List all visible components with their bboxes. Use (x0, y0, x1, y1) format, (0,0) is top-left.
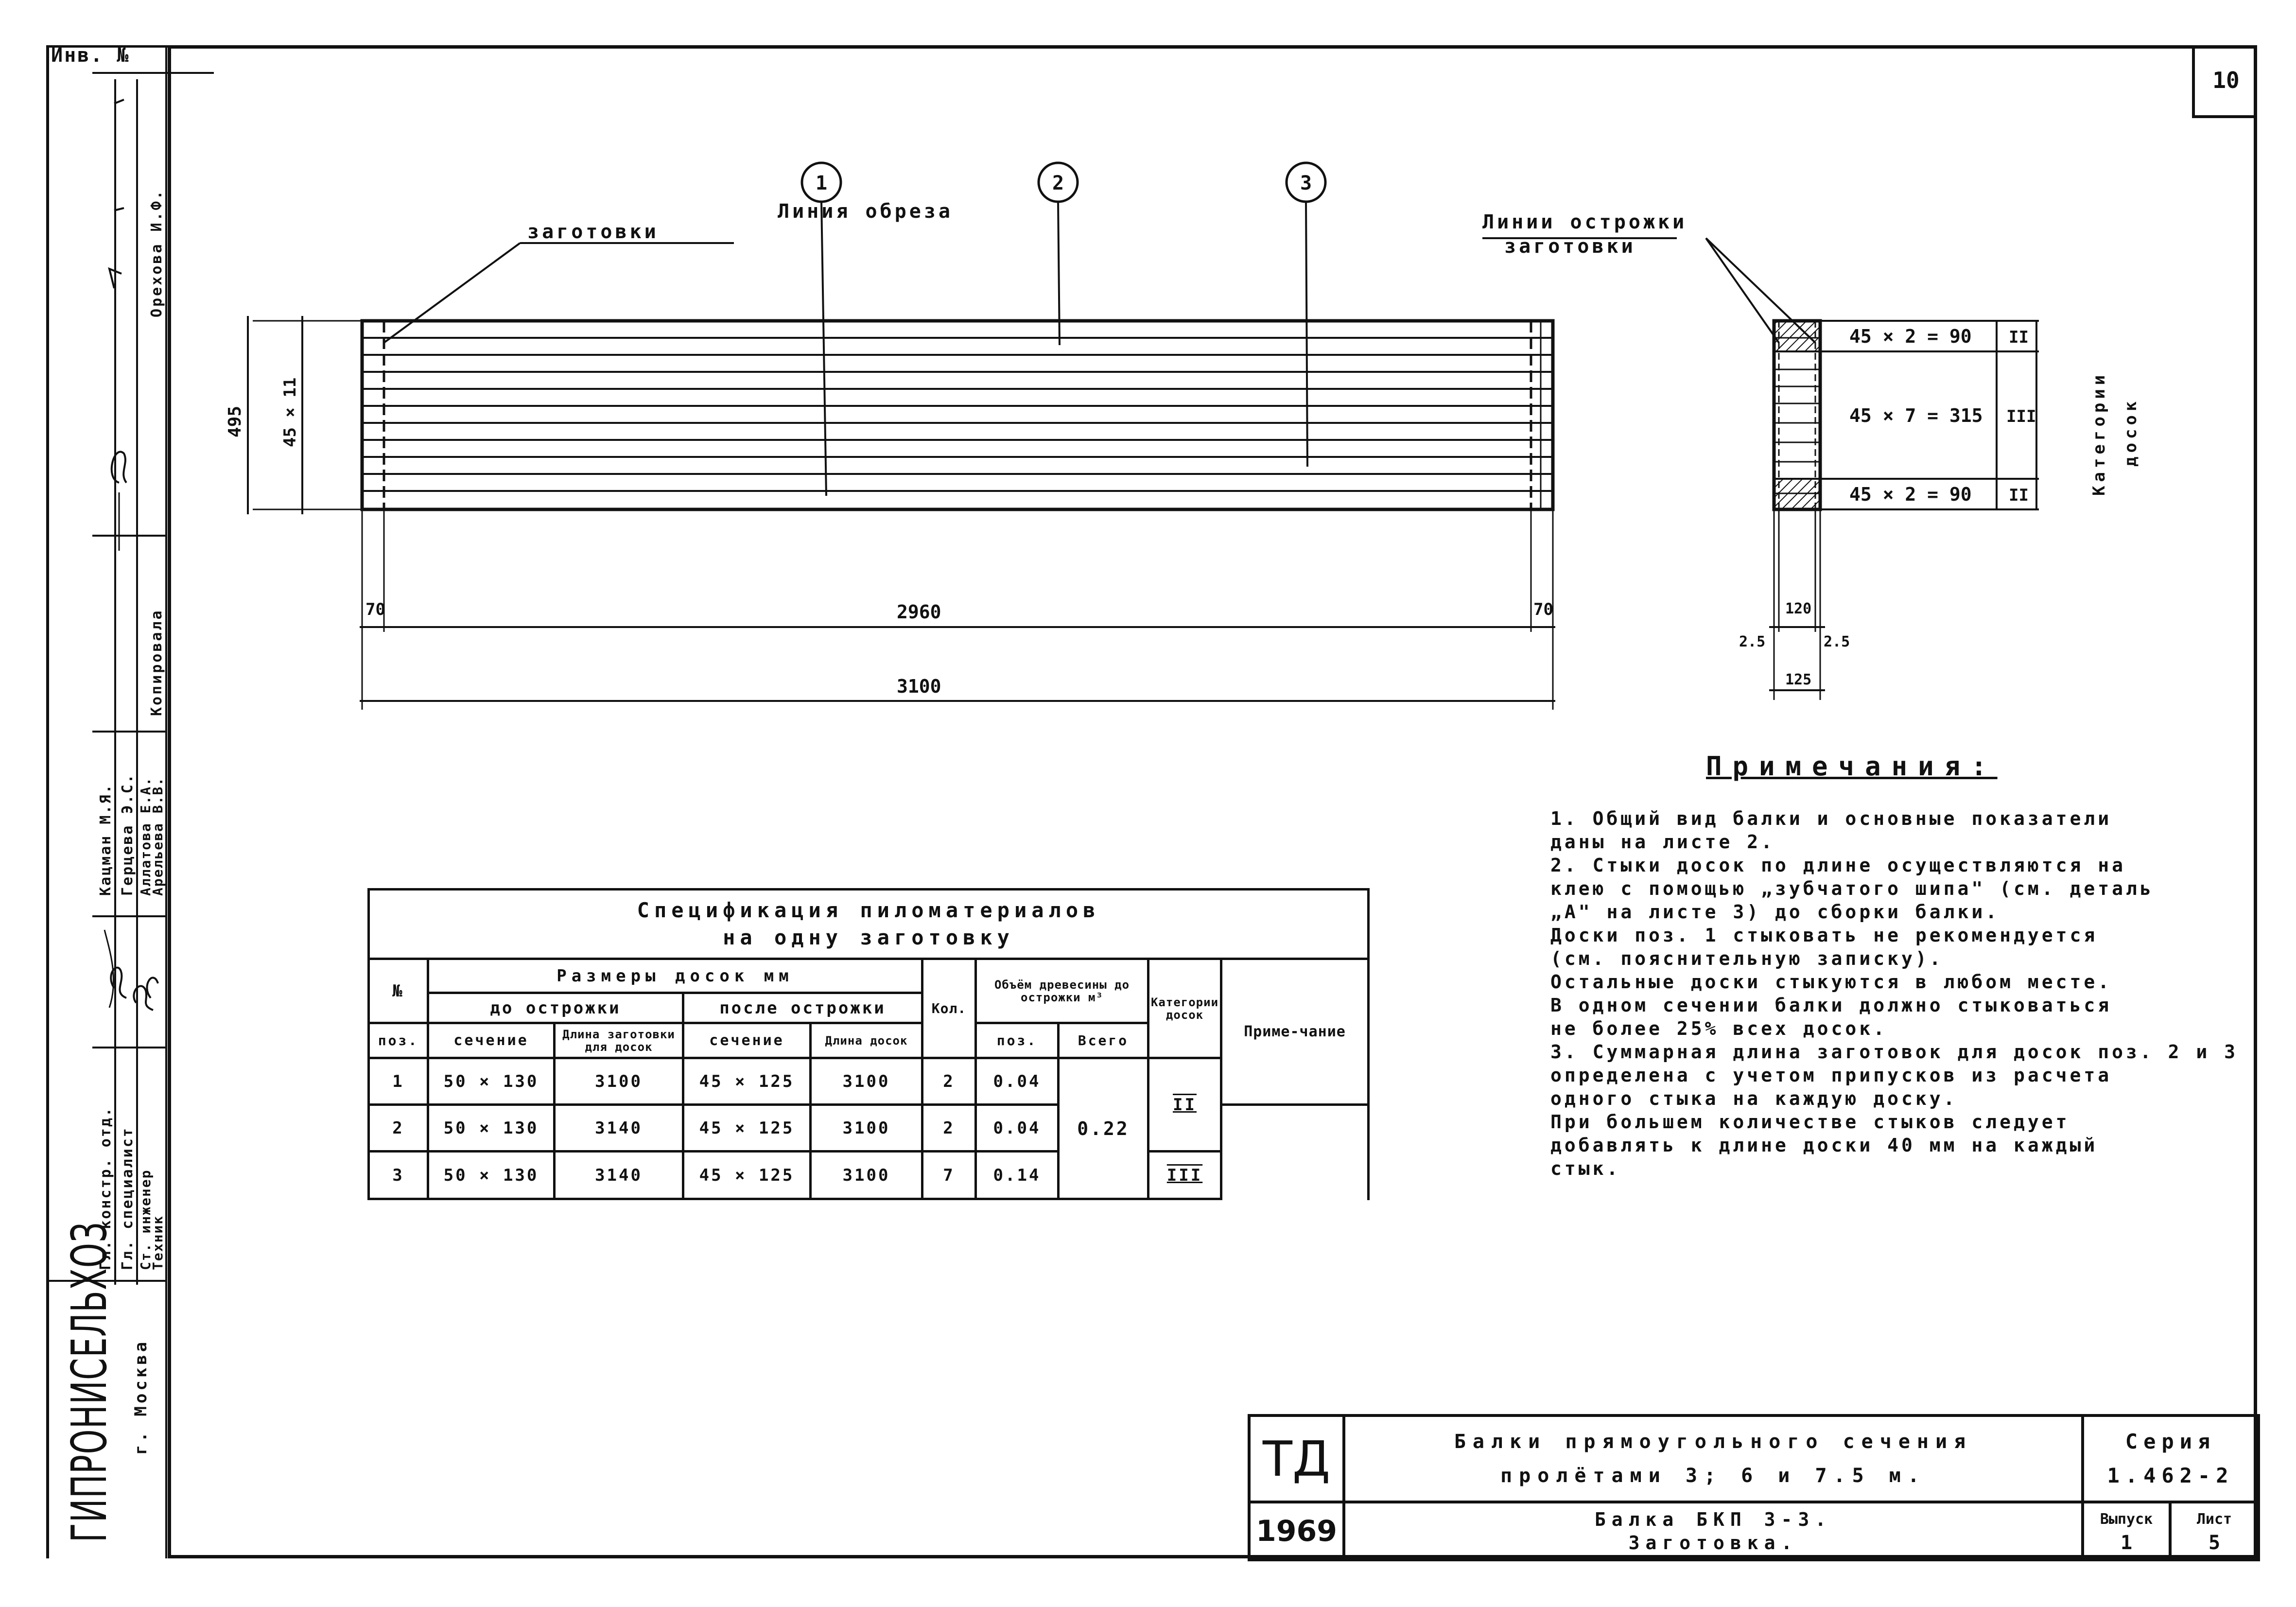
section-dim-2: 45 × 7 = 315 (1849, 405, 1983, 426)
section-dim-1: 45 × 2 = 90 (1849, 326, 1972, 347)
section-cat-1: II (2009, 328, 2029, 347)
cut-label-2: заготовки (527, 221, 659, 243)
tb-series-value: 1.462-2 (2107, 1464, 2234, 1487)
row3-len-board: 3100 (811, 1152, 922, 1199)
h-no2: поз. (369, 1023, 428, 1058)
cat-a: II (1148, 1058, 1221, 1152)
row2-len-blank: 3140 (555, 1105, 683, 1152)
title-block (1248, 1414, 2260, 1561)
note-line: определена с учетом припусков из расчета (1550, 1065, 2112, 1086)
section-w-left: 2.5 (1739, 633, 1766, 650)
h-len-blank: Длина заготовки для досок (555, 1023, 683, 1058)
dim-layers: 45 × 11 (280, 377, 300, 447)
tb-sheet-value: 5 (2208, 1531, 2221, 1554)
row1-no: 1 (369, 1058, 428, 1105)
tb-code: ТД (1249, 1415, 1344, 1502)
h-before: до острожки (428, 993, 683, 1023)
note-line: 1. Общий вид балки и основные показатели (1550, 808, 2112, 829)
tb-sub-cell (1344, 1502, 2083, 1560)
inv-label: Инв. № (51, 44, 130, 67)
h-note: Приме-чание (1221, 959, 1369, 1105)
note-line: Остальные доски стыкуются в любом месте. (1550, 971, 2112, 993)
org-city: г. Москва (131, 1339, 151, 1455)
tb-issue-value: 1 (2120, 1531, 2133, 1554)
tb-issue-label: Выпуск (2100, 1510, 2153, 1528)
row1-sec-before: 50 × 130 (428, 1058, 555, 1105)
margin-outer-line (46, 45, 49, 1558)
row1-len-board: 3100 (811, 1058, 922, 1105)
row1-len-blank: 3100 (555, 1058, 683, 1105)
dim-total: 3100 (897, 676, 941, 697)
section-w-inner: 120 (1785, 600, 1812, 617)
tb-sheet-cell (2170, 1502, 2259, 1560)
h-sizes: Размеры досок мм (428, 959, 922, 993)
spec-title-1: Спецификация пиломатериалов (637, 898, 1100, 922)
row1-qty: 2 (922, 1058, 976, 1105)
tb-title-2: пролётами 3; 6 и 7.5 м. (1500, 1465, 1926, 1487)
row2-no: 2 (369, 1105, 428, 1152)
dim-height: 495 (225, 405, 245, 437)
tb-sub-1: Балка БКП 3-3. (1594, 1508, 1832, 1530)
note-line: даны на листе 2. (1550, 831, 1775, 853)
signature-marks (46, 84, 168, 1280)
section-w-right: 2.5 (1824, 633, 1850, 650)
stamp-name-1: Кацман М.Я. (97, 783, 114, 896)
dim-left: 70 (365, 600, 385, 619)
h-section: сечение (428, 1023, 555, 1058)
tb-series-cell (2083, 1415, 2259, 1502)
cat-title-1: Категории (2089, 371, 2109, 496)
org-name: ГИПРОНИСЕЛЬХОЗ (61, 1221, 118, 1542)
section-dim-3: 45 × 2 = 90 (1849, 484, 1972, 505)
note-line: не более 25% всех досок. (1550, 1018, 1888, 1039)
callout-1: 1 (816, 172, 828, 194)
tb-issue-cell (2083, 1502, 2170, 1560)
h-len-board: Длина досок (811, 1023, 922, 1058)
row3-no: 3 (369, 1152, 428, 1199)
callout-3: 3 (1300, 172, 1312, 194)
inv-underline (92, 72, 214, 74)
note-line: одного стыка на каждую доску. (1550, 1088, 1958, 1109)
section-cat-2: III (2006, 407, 2036, 426)
cat-b: III (1148, 1152, 1221, 1199)
note-line: 3. Суммарная длина заготовок для досок поз. 2 и 3 (1550, 1041, 2239, 1063)
stamp-role-3: Ст. инженер (138, 1169, 154, 1270)
tb-sub-2: Заготовка. (1628, 1532, 1798, 1554)
row3-sec-after: 45 × 125 (683, 1152, 811, 1199)
table-row (369, 1058, 1369, 1105)
callout-2: 2 (1052, 172, 1064, 194)
h-section2: сечение (683, 1023, 811, 1058)
spec-title-cell (369, 890, 1369, 959)
section-label-1: Линии острожки (1482, 211, 1687, 233)
row3-qty: 7 (922, 1152, 976, 1199)
sheet-number: 10 (2192, 45, 2257, 118)
note-line: (см. пояснительную записку). (1550, 948, 1944, 969)
note-line: стык. (1550, 1158, 1621, 1179)
tb-year: 1969 (1249, 1502, 1344, 1560)
row3-len-blank: 3140 (555, 1152, 683, 1199)
spec-title-2: на одну заготовку (723, 926, 1014, 949)
row1-sec-after: 45 × 125 (683, 1058, 811, 1105)
cat-title-2: досок (2121, 397, 2140, 467)
row3-vol: 0.14 (976, 1152, 1059, 1199)
h-qty: Кол. (922, 959, 976, 1058)
note-line: 2. Стыки досок по длине осуществляются на (1550, 855, 2126, 876)
beam-elevation-drawing (194, 146, 1604, 729)
h-total: Всего (1059, 1023, 1148, 1058)
note-line: клею с помощью „зубчатого шипа" (см. деталь (1550, 878, 2154, 899)
section-label-2: заготовки (1504, 235, 1636, 258)
stamp-name-3: Аллатова Е.А. (138, 776, 154, 896)
row2-sec-after: 45 × 125 (683, 1105, 811, 1152)
cut-label-1: Линия обреза (778, 200, 953, 223)
stamp-role-4: Техник (150, 1215, 166, 1270)
h-pos: поз. (976, 1023, 1059, 1058)
margin-top-line (46, 45, 168, 48)
spec-table (367, 888, 1370, 1200)
row2-qty: 2 (922, 1105, 976, 1152)
row2-len-board: 3100 (811, 1105, 922, 1152)
stamp-name-2: Герцева Э.С. (119, 773, 136, 896)
note-line: добавлять к длине доски 40 мм на каждый (1550, 1135, 2098, 1156)
row2-vol: 0.04 (976, 1105, 1059, 1152)
section-cat-3: II (2009, 486, 2029, 505)
h-volume: Объём древесины до острожки м³ (976, 959, 1148, 1023)
h-no: № (369, 959, 428, 1023)
tb-title-1: Балки прямоугольного сечения (1454, 1431, 1973, 1453)
row1-vol: 0.04 (976, 1058, 1059, 1105)
stamp-role-2: Гл. специалист (119, 1127, 136, 1270)
notes-block (1550, 807, 2239, 1180)
left-margin-strip (46, 45, 168, 1558)
copy-name: Орехова И.Ф. (148, 189, 165, 317)
dim-mid: 2960 (897, 601, 941, 623)
tb-series-label: Серия (2125, 1430, 2216, 1453)
tb-sheet-label: Лист (2196, 1510, 2232, 1528)
note-line: „А" на листе 3) до сборки балки. (1550, 901, 2000, 923)
notes-title: Примечания: (1706, 751, 1998, 782)
copy-label: Копировала (148, 609, 165, 716)
stamp-name-4: Арельева В.В. (150, 776, 166, 896)
h-after: после острожки (683, 993, 922, 1023)
h-cat: Категории досок (1148, 959, 1221, 1058)
dim-right: 70 (1533, 600, 1553, 619)
note-line: При большем количестве стыков следует (1550, 1111, 2070, 1133)
row2-sec-before: 50 × 130 (428, 1105, 555, 1152)
section-drawing (1458, 209, 2187, 719)
note-line: Доски поз. 1 стыковать не рекомендуется (1550, 925, 2098, 946)
table-row (369, 1152, 1369, 1199)
section-w-outer: 125 (1785, 671, 1812, 688)
tb-title-cell (1344, 1415, 2083, 1502)
note-line: В одном сечении балки должно стыковаться (1550, 995, 2112, 1016)
stamp-role-1: Гл. констр. отд. (97, 1106, 114, 1270)
row3-sec-before: 50 × 130 (428, 1152, 555, 1199)
total-volume: 0.22 (1059, 1058, 1148, 1199)
